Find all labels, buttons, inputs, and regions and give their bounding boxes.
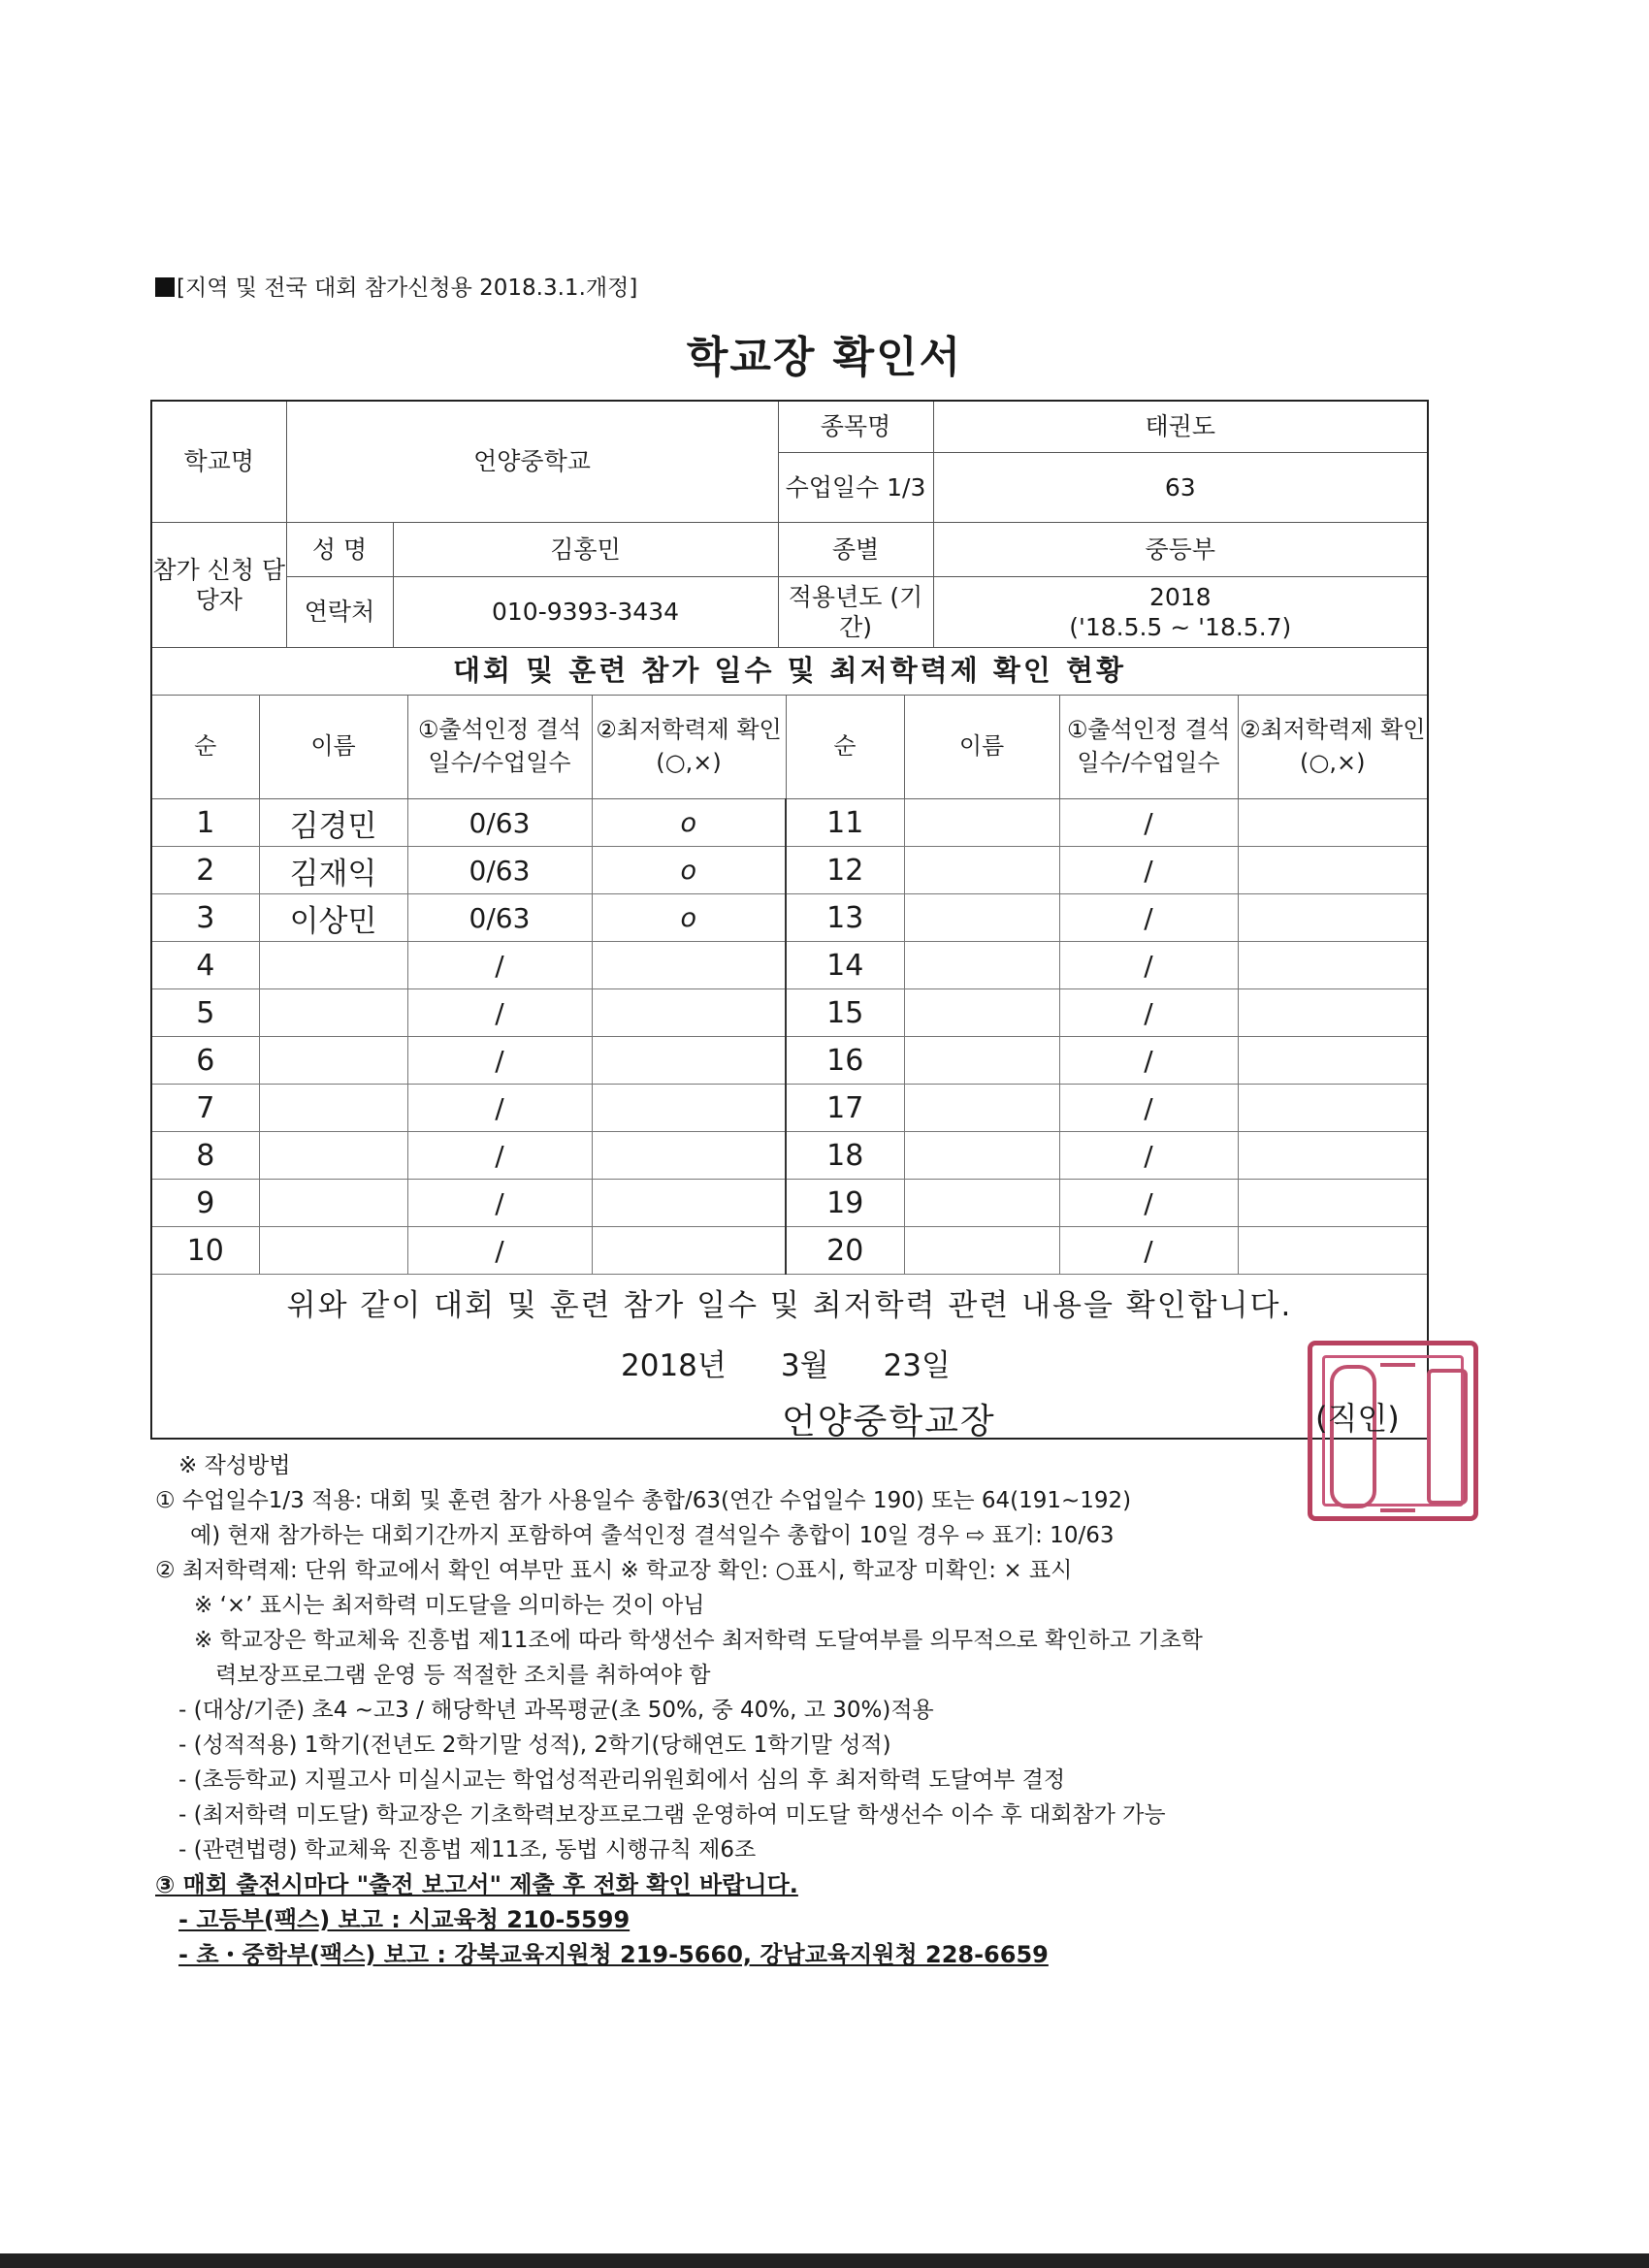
row-attendance: 0/63 bbox=[407, 894, 592, 942]
row-attendance-2: / bbox=[1059, 1180, 1238, 1227]
period-value: ('18.5.5 ~ '18.5.7) bbox=[1069, 613, 1292, 641]
note-2-b-cont: 력보장프로그램 운영 등 적절한 조치를 취하여야 함 bbox=[215, 1663, 711, 1688]
table-row bbox=[152, 942, 1427, 989]
scan-edge-bar bbox=[0, 2253, 1649, 2268]
row-name: 이상민 bbox=[259, 894, 407, 942]
table-row bbox=[152, 1037, 1427, 1085]
row-name bbox=[259, 989, 407, 1037]
header-min-ability: ②최저학력제 확인(○,×) bbox=[592, 696, 786, 799]
header-attendance: ①출석인정 결석일수/수업일수 bbox=[407, 696, 592, 799]
row-mark-2 bbox=[1238, 1132, 1427, 1180]
row-attendance: / bbox=[407, 1037, 592, 1085]
row-name bbox=[259, 1132, 407, 1180]
black-square-icon bbox=[155, 277, 175, 297]
class-days-label: 수업일수 1/3 bbox=[778, 453, 933, 523]
note-3: ③ 매회 출전시마다 "출전 보고서" 제출 후 전화 확인 바랍니다. bbox=[155, 1871, 798, 1898]
row-no: 4 bbox=[152, 942, 259, 989]
row-attendance-2: / bbox=[1059, 847, 1238, 894]
row-no-2: 16 bbox=[786, 1037, 904, 1085]
row-no: 7 bbox=[152, 1085, 259, 1132]
header-no-2: 순 bbox=[786, 696, 904, 799]
row-name-2 bbox=[904, 989, 1059, 1037]
date-day: 23일 bbox=[883, 1348, 951, 1383]
row-attendance-2: / bbox=[1059, 989, 1238, 1037]
notes-heading: ※ 작성방법 bbox=[178, 1453, 291, 1478]
row-name-2 bbox=[904, 1085, 1059, 1132]
row-mark-2 bbox=[1238, 799, 1427, 847]
row-name: 김경민 bbox=[259, 799, 407, 847]
info-table bbox=[152, 402, 1427, 648]
note-1: ① 수업일수1/3 적용: 대회 및 훈련 참가 사용일수 총합/63(연간 수업일수 190) 또는 64(191~192) bbox=[155, 1488, 1132, 1513]
row-mark bbox=[592, 1037, 786, 1085]
school-label: 학교명 bbox=[152, 402, 286, 523]
table-row bbox=[152, 989, 1427, 1037]
row-attendance: / bbox=[407, 1132, 592, 1180]
row-no: 5 bbox=[152, 989, 259, 1037]
row-attendance-2: / bbox=[1059, 894, 1238, 942]
row-mark: o bbox=[592, 894, 786, 942]
table-row bbox=[152, 1180, 1427, 1227]
row-no: 1 bbox=[152, 799, 259, 847]
row-no: 8 bbox=[152, 1132, 259, 1180]
row-mark-2 bbox=[1238, 1180, 1427, 1227]
row-name-2 bbox=[904, 799, 1059, 847]
row-name-2 bbox=[904, 894, 1059, 942]
header-no: 순 bbox=[152, 696, 259, 799]
row-no-2: 20 bbox=[786, 1227, 904, 1275]
table-row bbox=[152, 847, 1427, 894]
row-no-2: 19 bbox=[786, 1180, 904, 1227]
date-month: 3월 bbox=[780, 1348, 829, 1383]
row-attendance: / bbox=[407, 1227, 592, 1275]
note-2: ② 최저학력제: 단위 학교에서 확인 여부만 표시 ※ 학교장 확인: ○표시, 학교장 미확인: × 표시 bbox=[155, 1558, 1073, 1583]
page-title: 학교장 확인서 bbox=[686, 333, 963, 382]
confirm-statement: 위와 같이 대회 및 훈련 참가 일수 및 최저학력 관련 내용을 확인합니다. bbox=[286, 1288, 1293, 1323]
row-no: 10 bbox=[152, 1227, 259, 1275]
row-name-2 bbox=[904, 942, 1059, 989]
detail-3: - (초등학교) 지필고사 미실시교는 학업성적관리위원회에서 심의 후 최저학력 도달여부 결정 bbox=[178, 1767, 1066, 1793]
row-mark bbox=[592, 1085, 786, 1132]
division-label: 종별 bbox=[778, 523, 933, 577]
contact-label: 연락처 bbox=[286, 577, 393, 648]
row-mark bbox=[592, 1132, 786, 1180]
row-name-2 bbox=[904, 847, 1059, 894]
row-no-2: 13 bbox=[786, 894, 904, 942]
row-mark bbox=[592, 942, 786, 989]
event-value: 태권도 bbox=[933, 402, 1427, 453]
row-mark: o bbox=[592, 799, 786, 847]
row-name-2 bbox=[904, 1132, 1059, 1180]
row-name bbox=[259, 1085, 407, 1132]
table-row bbox=[152, 1085, 1427, 1132]
row-no: 6 bbox=[152, 1037, 259, 1085]
participation-table bbox=[152, 695, 1427, 1275]
row-name: 김재익 bbox=[259, 847, 407, 894]
note-1-example: 예) 현재 참가하는 대회기간까지 포함하여 출석인정 결석일수 총합이 10일 경우 ⇨ 표기: 10/63 bbox=[190, 1523, 1115, 1548]
row-attendance: / bbox=[407, 1085, 592, 1132]
issue-date bbox=[621, 1341, 1005, 1384]
contact-value: 010-9393-3434 bbox=[393, 577, 778, 648]
row-attendance-2: / bbox=[1059, 942, 1238, 989]
date-year: 2018년 bbox=[621, 1348, 727, 1383]
row-name-2 bbox=[904, 1037, 1059, 1085]
note-2-a: ※ ‘×’ 표시는 최저학력 미도달을 의미하는 것이 아님 bbox=[194, 1593, 705, 1618]
manager-name-value: 김홍민 bbox=[393, 523, 778, 577]
row-mark-2 bbox=[1238, 894, 1427, 942]
header-attendance-2: ①출석인정 결석일수/수업일수 bbox=[1059, 696, 1238, 799]
row-no-2: 11 bbox=[786, 799, 904, 847]
table-header-row bbox=[152, 696, 1427, 799]
row-mark-2 bbox=[1238, 1227, 1427, 1275]
table-row bbox=[152, 894, 1427, 942]
row-mark-2 bbox=[1238, 1037, 1427, 1085]
table-row bbox=[152, 799, 1427, 847]
note-3-b: - 초・중학부(팩스) 보고 : 강북교육지원청 219-5660, 강남교육지원청 228-6659 bbox=[178, 1941, 1049, 1968]
row-attendance-2: / bbox=[1059, 1132, 1238, 1180]
row-attendance-2: / bbox=[1059, 1037, 1238, 1085]
year-cell bbox=[933, 577, 1427, 648]
year-label: 적용년도 (기간) bbox=[778, 577, 933, 648]
seal-label: (직인) bbox=[1315, 1400, 1400, 1437]
table-row bbox=[152, 1227, 1427, 1275]
class-days-value: 63 bbox=[933, 453, 1427, 523]
instructions bbox=[155, 1448, 1203, 1972]
detail-4: - (최저학력 미도달) 학교장은 기초학력보장프로그램 운영하여 미도달 학생선수 이수 후 대회참가 가능 bbox=[178, 1802, 1166, 1828]
form-version-text: [지역 및 전국 대회 참가신청용 2018.3.1.개정] bbox=[177, 275, 638, 301]
header-name-2: 이름 bbox=[904, 696, 1059, 799]
row-no-2: 12 bbox=[786, 847, 904, 894]
header-name: 이름 bbox=[259, 696, 407, 799]
row-no-2: 18 bbox=[786, 1132, 904, 1180]
row-no: 9 bbox=[152, 1180, 259, 1227]
row-name bbox=[259, 942, 407, 989]
row-name-2 bbox=[904, 1180, 1059, 1227]
row-no-2: 17 bbox=[786, 1085, 904, 1132]
row-attendance: 0/63 bbox=[407, 799, 592, 847]
row-no: 3 bbox=[152, 894, 259, 942]
row-mark-2 bbox=[1238, 847, 1427, 894]
form-version-tag bbox=[155, 270, 637, 302]
row-name bbox=[259, 1180, 407, 1227]
row-attendance: 0/63 bbox=[407, 847, 592, 894]
row-no: 2 bbox=[152, 847, 259, 894]
section-title: 대회 및 훈련 참가 일수 및 최저학력제 확인 현황 bbox=[152, 646, 1427, 696]
note-2-b: ※ 학교장은 학교체육 진흥법 제11조에 따라 학생선수 최저학력 도달여부를 의무적으로 확인하고 기초학 bbox=[194, 1628, 1203, 1653]
principal-title: 언양중학교장 bbox=[782, 1402, 996, 1442]
detail-5: - (관련법령) 학교체육 진흥법 제11조, 동법 시행규칙 제6조 bbox=[178, 1837, 757, 1863]
row-name bbox=[259, 1037, 407, 1085]
detail-1: - (대상/기준) 초4 ~고3 / 해당학년 과목평균(초 50%, 중 40%, 고 30%)적용 bbox=[178, 1698, 934, 1723]
row-mark bbox=[592, 1227, 786, 1275]
row-attendance: / bbox=[407, 1180, 592, 1227]
row-attendance-2: / bbox=[1059, 799, 1238, 847]
row-mark bbox=[592, 989, 786, 1037]
row-mark: o bbox=[592, 847, 786, 894]
row-no-2: 15 bbox=[786, 989, 904, 1037]
row-attendance-2: / bbox=[1059, 1085, 1238, 1132]
row-mark-2 bbox=[1238, 989, 1427, 1037]
row-mark-2 bbox=[1238, 1085, 1427, 1132]
row-no-2: 14 bbox=[786, 942, 904, 989]
manager-name-label: 성 명 bbox=[286, 523, 393, 577]
row-attendance: / bbox=[407, 989, 592, 1037]
division-value: 중등부 bbox=[933, 523, 1427, 577]
table-row bbox=[152, 1132, 1427, 1180]
row-name-2 bbox=[904, 1227, 1059, 1275]
note-3-a: - 고등부(팩스) 보고 : 시교육청 210-5599 bbox=[178, 1906, 630, 1933]
manager-label: 참가 신청 담당자 bbox=[152, 523, 286, 648]
row-attendance-2: / bbox=[1059, 1227, 1238, 1275]
row-mark-2 bbox=[1238, 942, 1427, 989]
row-name bbox=[259, 1227, 407, 1275]
year-value: 2018 bbox=[1148, 582, 1212, 611]
header-min-ability-2: ②최저학력제 확인(○,×) bbox=[1238, 696, 1427, 799]
school-value: 언양중학교 bbox=[286, 402, 778, 523]
event-label: 종목명 bbox=[778, 402, 933, 453]
detail-2: - (성적적용) 1학기(전년도 2학기말 성적), 2학기(당해연도 1학기말 성적) bbox=[178, 1733, 891, 1758]
row-attendance: / bbox=[407, 942, 592, 989]
row-mark bbox=[592, 1180, 786, 1227]
